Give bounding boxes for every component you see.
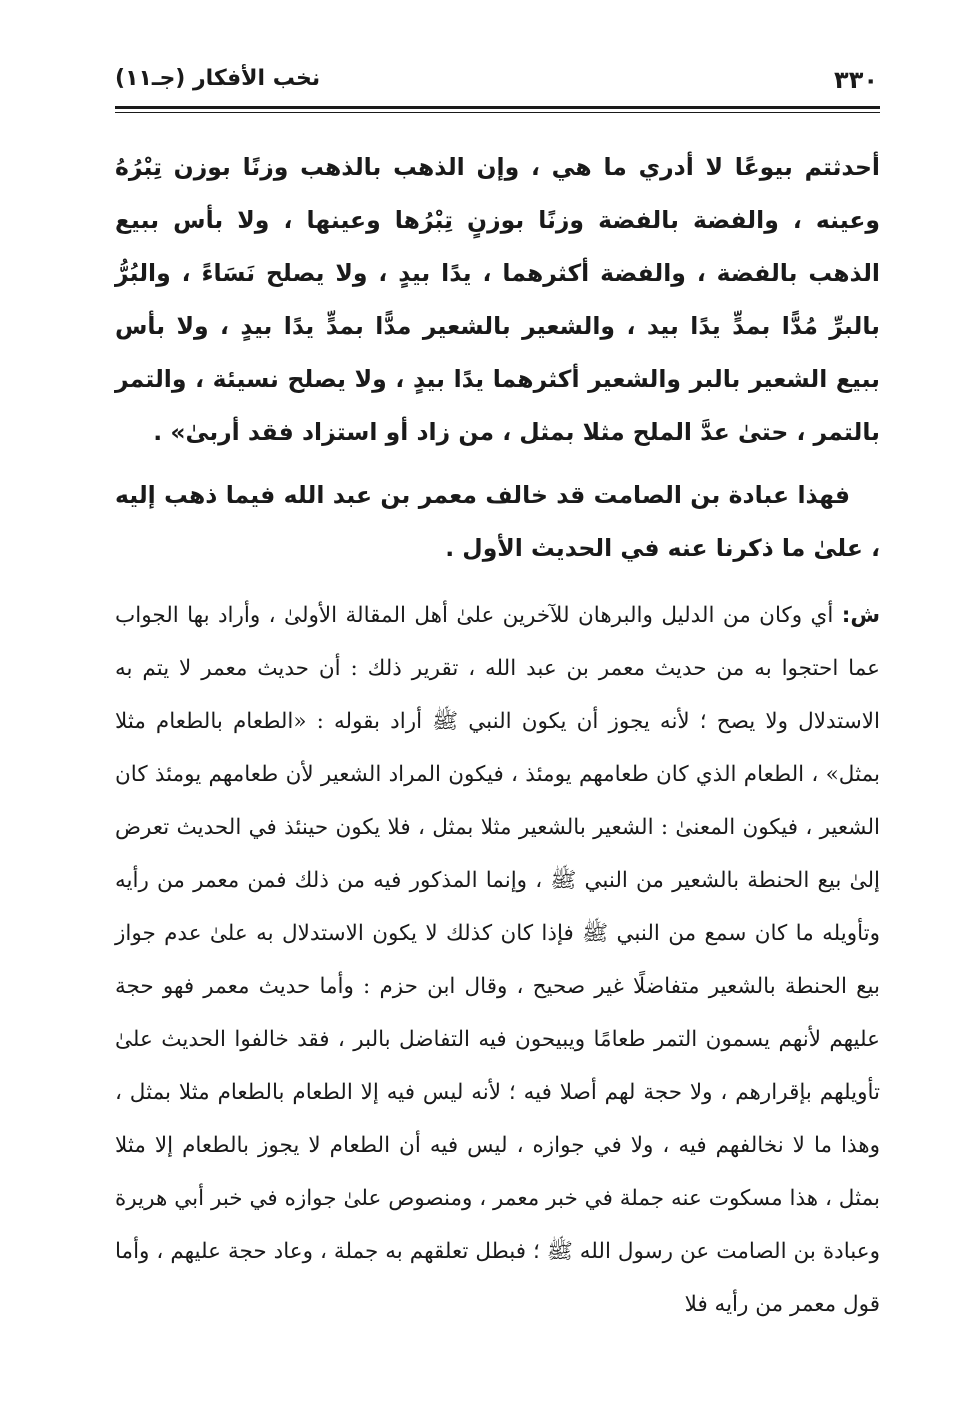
commentary-text: أي وكان من الدليل والبرهان للآخرين علىٰ أهل المقالة الأولىٰ ، وأراد بها الجواب عما احتجوا به من حديث معمر بن عبد الله ، تقرير ذلك : أن حديث معمر لا يتم به الاستدلال ولا يصح ؛ لأنه يجوز أن يكون النبي ﷺ أراد بقوله : «الطعام بالطعام مثلا بمثل» ، الطعام الذي كان طعامهم يومئذ ، فيكون المراد الشعير لأن طعامهم يومئذ كان الشعير ، فيكون المعنىٰ : الشعير بالشعير مثلا بمثل ، فلا يكون حينئذ في الحديث تعرض إلىٰ بيع الحنطة بالشعير من النبي ﷺ ، وإنما المذكور فيه من ذلك فمن معمر من رأيه وتأويله ما كان سمع من النبي ﷺ فإذا كان كذلك لا يكون الاستدلال به علىٰ عدم جواز بيع الحنطة بالشعير متفاضلًا غير صحيح ، وقال ابن حزم : وأما حديث معمر فهو حجة عليهم لأنهم يسمون التمر طعامًا ويبيحون فيه التفاضل بالبر ، فقد خالفوا الحديث علىٰ تأويلهم بإقرارهم ، ولا حجة لهم أصلا فيه ؛ لأنه ليس فيه إلا الطعام بالطعام مثلا بمثل ، وهذا ما لا نخالفهم فيه ، ولا في جوازه ، ليس فيه أن الطعام لا يجوز بالطعام إلا مثلا بمثل ، هذا مسكوت عنه جملة في خبر معمر ، ومنصوص علىٰ جوازه في خبر أبي هريرة وعبادة بن الصامت عن رسول الله ﷺ ؛ فبطل تعلقهم به جملة ، وعاد حجة عليهم ، وأما قول معمر من رأيه فلا [115, 603, 880, 1317]
page-header [115, 60, 880, 104]
header-rule-thin [115, 112, 880, 113]
book-page [115, 60, 880, 1331]
commentary-marker: ش: [841, 603, 880, 628]
commentary [115, 589, 880, 1331]
commentary-paragraph [115, 589, 880, 1331]
page-body [115, 141, 880, 1331]
header-rule-thick [115, 106, 880, 109]
running-title: نخب الأفكار (جـ١١) [115, 66, 321, 91]
hadith-text [115, 141, 880, 575]
hadith-paragraph-1: أحدثتم بيوعًا لا أدري ما هي ، وإن الذهب بالذهب وزنًا بوزن تِبْرُهُ وعينه ، والفضة بالفضة وزنًا بوزنٍ تِبْرُها وعينها ، ولا بأس ببيع الذهب بالفضة ، والفضة أكثرهما ، يدًا بيدٍ ، ولا يصلح نَسَاءً ، والبُرُّ بالبرِّ مُدًّا بمدٍّ يدًا بيد ، والشعير بالشعير مدًّا بمدٍّ يدًا بيدٍ ، ولا بأس ببيع الشعير بالبر والشعير أكثرهما يدًا بيدٍ ، ولا يصلح نسيئة ، والتمر بالتمر ، حتىٰ عدَّ الملح مثلا بمثل ، من زاد أو استزاد فقد أربىٰ» . [115, 153, 880, 446]
page-number: ٣٣٠ [834, 66, 878, 94]
hadith-paragraph-2: فهذا عبادة بن الصامت قد خالف معمر بن عبد الله فيما ذهب إليه ، علىٰ ما ذكرنا عنه في الحديث الأول . [115, 481, 880, 562]
